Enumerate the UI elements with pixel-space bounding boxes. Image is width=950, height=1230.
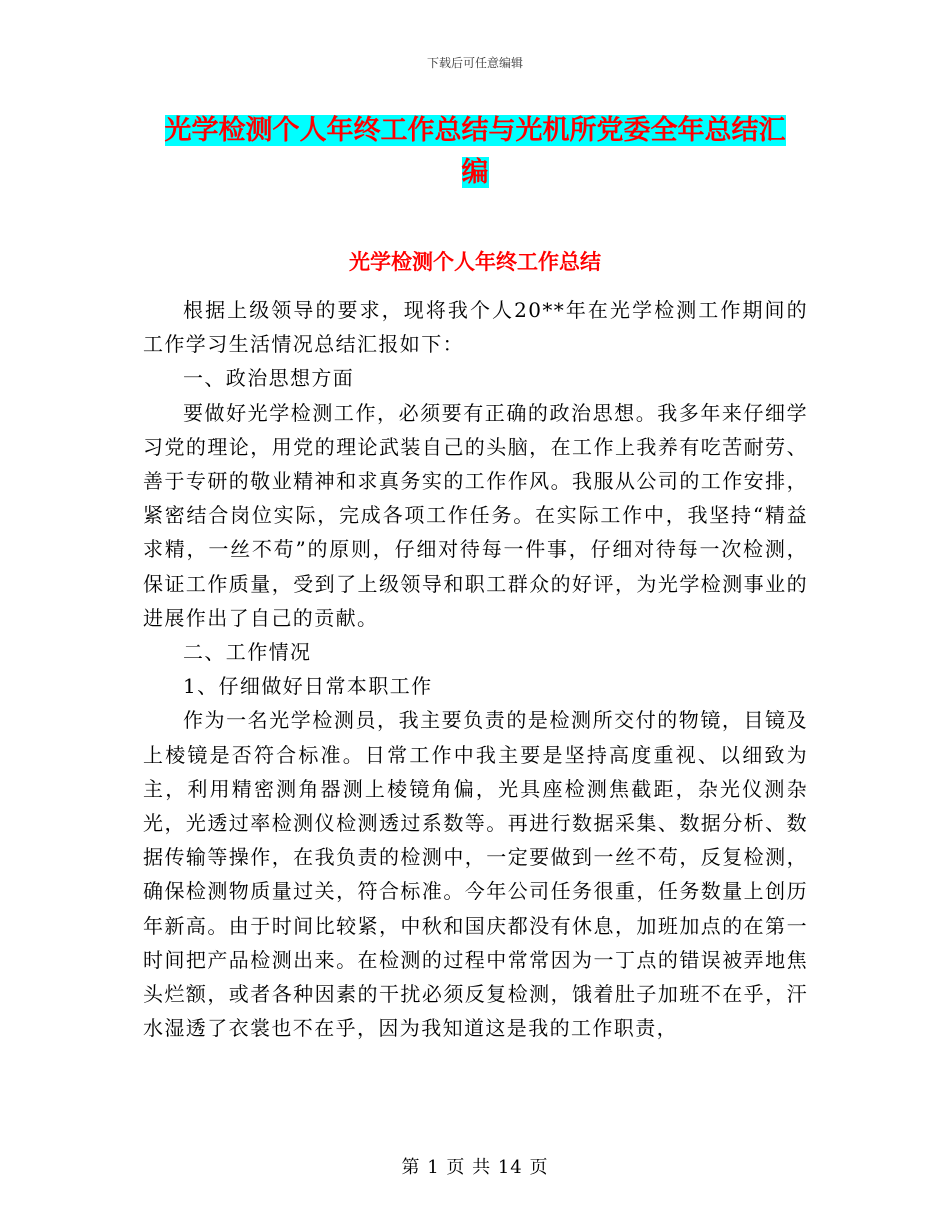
- header-note: 下载后可任意编辑: [426, 56, 523, 70]
- paragraph-politics: 要做好光学检测工作，必须要有正确的政治思想。我多年来仔细学习党的理论，用党的理论武装自己的头脑，在工作上我养有吃苦耐劳、善于专研的敬业精神和求真务实的工作作风。我服从公司的工作安排，紧密结合岗位实际，完成各项工作任务。在实际工作中，我坚持“精益求精，一丝不苟”的原则，仔细对待每一件事，仔细对待每一次检测，保证工作质量，受到了上级领导和职工群众的好评，为光学检测事业的进展作出了自己的贡献。: [143, 400, 808, 630]
- paragraph-subheading-daily-work: 1、仔细做好日常本职工作: [183, 674, 433, 699]
- document-title-line-2: 编: [461, 157, 489, 188]
- document-title: [140, 110, 810, 194]
- paragraph-heading-work: 二、工作情况: [183, 640, 312, 665]
- page-number-footer: 第 1 页 共 14 页: [401, 1157, 549, 1178]
- paragraph-intro: 根据上级领导的要求，现将我个人20**年在光学检测工作期间的工作学习生活情况总结汇报如下：: [143, 298, 808, 357]
- document-title-line-1: 光学检测个人年终工作总结与光机所党委全年总结汇: [164, 115, 786, 146]
- paragraph-heading-politics: 一、政治思想方面: [183, 366, 355, 391]
- body-text: [143, 293, 808, 1045]
- paragraph-daily-work: 作为一名光学检测员，我主要负责的是检测所交付的物镜，目镜及上棱镜是否符合标准。日常工作中我主要是坚持高度重视、以细致为主，利用精密测角器测上棱镜角偏，光具座检测焦截距，杂光仪测杂光，光透过率检测仪检测透过系数等。再进行数据采集、数据分析、数据传输等操作，在我负责的检测中，一定要做到一丝不苟，反复检测，确保检测物质量过关，符合标准。今年公司任务很重，任务数量上创历年新高。由于时间比较紧，中秋和国庆都没有休息，加班加点的在第一时间把产品检测出来。在检测的过程中常常因为一丁点的错误被弄地焦头烂额，或者各种因素的干扰必须反复检测，饿着肚子加班不在乎，汗水湿透了衣裳也不在乎，因为我知道这是我的工作职责，: [143, 708, 808, 1041]
- section-title: 光学检测个人年终工作总结: [349, 249, 601, 274]
